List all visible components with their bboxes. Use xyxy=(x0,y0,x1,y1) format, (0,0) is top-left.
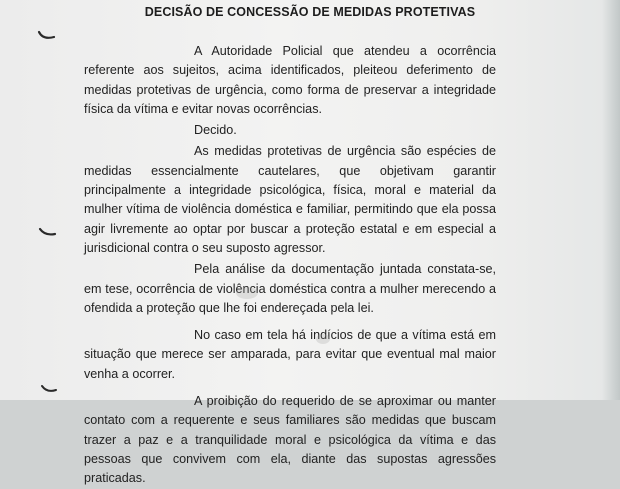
scan-artifact xyxy=(236,287,258,299)
margin-mark-top xyxy=(37,30,57,42)
paragraph-analysis: Pela análise da documentação juntada constata-se, em tese, ocorrência de violência doméstica contra a mulher merecendo a ofendida a proteção que lhe foi endereçada pela lei. xyxy=(84,262,496,315)
paragraph-case: No caso em tela há indícios de que a vítima está em situação que merece ser amparada, para evitar que eventual mal maior venha a ocorrer. xyxy=(84,328,496,381)
paragraph-measures: As medidas protetivas de urgência são espécies de medidas essencialmente cautelares, que objetivam garantir principalmente a integridade psicológica, física, moral e material da mulher vítima de violência doméstica e familiar, permitindo que ela possa agir livremente ao optar por buscar a proteção estatal e em especial a jurisdicional contra o seu suposto agressor. xyxy=(84,144,496,255)
document-body xyxy=(84,42,496,489)
paragraph-decido: Decido. xyxy=(194,123,237,138)
paragraph-prohibition: A proibição do requerido de se aproximar ou manter contato com a requerente e seus familiares são medidas que buscam trazer a paz e a tranquilidade moral e psicológica da vítima e das pessoas que convivem com ela, diante das supostas agressões praticadas. xyxy=(84,394,496,486)
page-edge-shadow xyxy=(602,0,620,400)
document-title: DECISÃO DE CONCESSÃO DE MEDIDAS PROTETIVAS xyxy=(144,5,476,19)
paragraph-request: A Autoridade Policial que atendeu a ocorrência referente aos sujeitos, acima identificados, pleiteou deferimento de medidas protetivas de urgência, como forma de preservar a integridade física da vítima e evitar novas ocorrências. xyxy=(84,44,496,116)
scan-artifact xyxy=(316,334,330,344)
margin-mark-bottom xyxy=(40,384,60,396)
margin-mark-middle xyxy=(38,226,58,238)
